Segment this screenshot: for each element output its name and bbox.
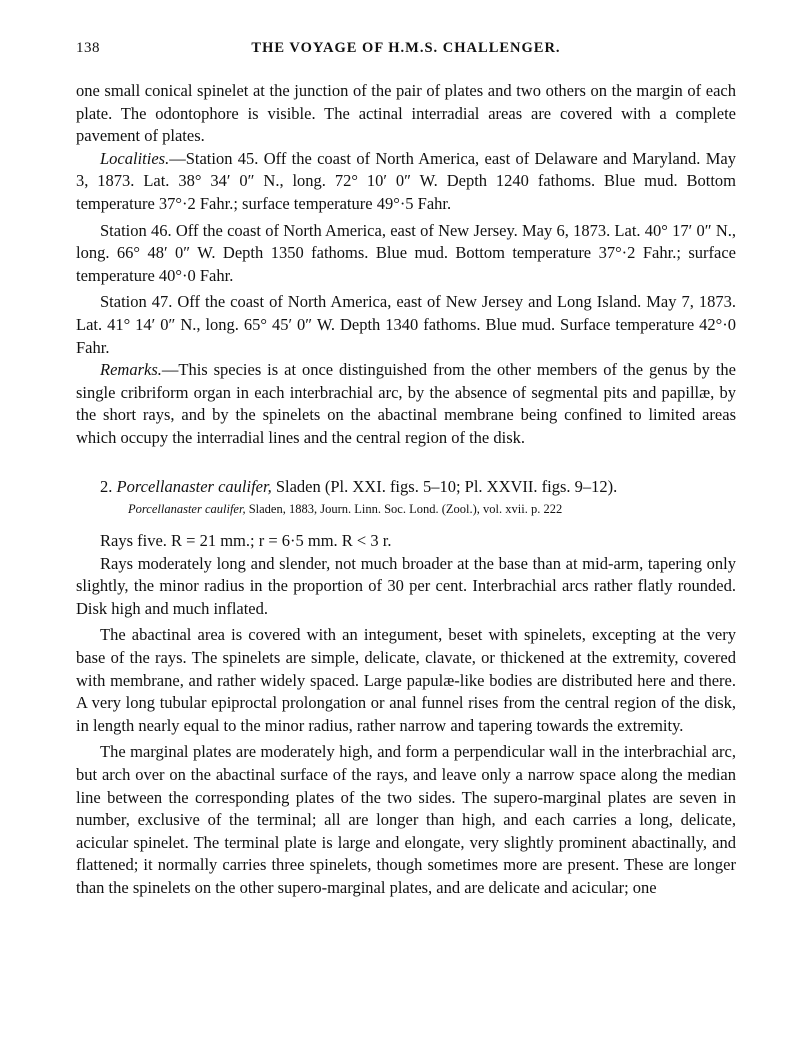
species-name: Porcellanaster caulifer, <box>116 476 272 496</box>
paragraph-marginal-plates: The marginal plates are moderately high, and form a perpendicular wall in the interbrachial arc, but arch over on the abactinal surface of the rays, and leave only a narrow space along the median line between the corresponding plates of the two sides. The supero-marginal plates are seven in number, exclusive of the terminal; all are longer than high, and each carries a long, delicate, acicular spinelet. The terminal plate is large and elongate, very slightly prominent abactinally, and flattened; it normally carries three spinelets, though sometimes more are present. These are longer than the spinelets on the other supero-marginal plates, and are delicate and acicular; one <box>76 742 736 897</box>
paragraph-rays-measure: Rays five. R = 21 mm.; r = 6·5 mm. R < 3 r. <box>100 531 392 551</box>
reference-citation: Sladen, 1883, Journ. Linn. Soc. Lond. (Zool.), vol. xvii. p. 222 <box>248 502 563 517</box>
running-title: THE VOYAGE OF H.M.S. CHALLENGER. <box>251 40 561 56</box>
remarks-label: Remarks. <box>100 360 162 380</box>
species-reference <box>76 498 736 520</box>
species-heading <box>76 476 736 499</box>
page-header <box>76 40 736 64</box>
remarks-text: —This species is at once distinguished from the other members of the genus by the single cribriform organ in each interbrachial arc, by the absence of segmental pits and papillæ, by the short rays, and by the spinelets on the abactinal membrane being confined to limited areas which occupy the interradial lines and the central region of the disk. <box>76 360 736 447</box>
paragraph-localities <box>76 148 736 216</box>
localities-label: Localities. <box>100 148 170 168</box>
paragraph-abactinal-area: The abactinal area is covered with an integument, beset with spinelets, excepting at the very base of the rays. The spinelets are simple, delicate, clavate, or thickened at the extremity, covered with membrane, and rather widely spaced. Large papulæ-like bodies are distributed here and there. A very long tubular epiproctal prolongation or anal funnel rises from the central region of the disk, in length nearly equal to the minor radius, rather narrow and tapering towards the extremity. <box>76 625 736 735</box>
paragraph-rays-description: Rays moderately long and slender, not much broader at the base than at mid-arm, tapering only slightly, the minor radius in the proportion of 30 per cent. Interbrachial arcs rather flatly rounded. Disk high and much inflated. <box>76 553 736 618</box>
paragraph-remarks <box>76 359 736 449</box>
species-number: 2. <box>100 476 113 496</box>
paragraph-station-47: Station 47. Off the coast of North America, east of New Jersey and Long Island. May 7, 1873. Lat. 41° 14′ 0″ N., long. 65° 45′ 0″ W. Depth 1340 fathoms. Blue mud. Surface temperature 42°·0 Fahr. <box>76 292 736 357</box>
page-number: 138 <box>76 40 100 56</box>
paragraph-station-46: Station 46. Off the coast of North America, east of New Jersey. May 6, 1873. Lat. 40° 17′ 0″ N., long. 66° 48′ 0″ W. Depth 1350 fathoms. Blue mud. Bottom temperature 37°·2 Fahr.; surface temperature 40°·0 Fahr. <box>76 220 736 285</box>
species-authority: Sladen (Pl. XXI. figs. 5–10; Pl. XXVII. figs. 9–12). <box>275 476 618 496</box>
paragraph-continuation: one small conical spinelet at the junction of the pair of plates and two others on the margin of each plate. The odontophore is visible. The actinal interradial areas are covered with a complete pavement of plates. <box>76 81 736 146</box>
reference-name: Porcellanaster caulifer, <box>128 502 246 517</box>
localities-text: —Station 45. Off the coast of North America, east of Delaware and Maryland. May 3, 1873. Lat. 38° 34′ 0″ N., long. 72° 10′ 0″ W. Depth 1240 fathoms. Blue mud. Bottom temperature 37°·2 Fahr.; surface temperature 49°·5 Fahr. <box>76 148 736 213</box>
body-text <box>76 80 736 900</box>
